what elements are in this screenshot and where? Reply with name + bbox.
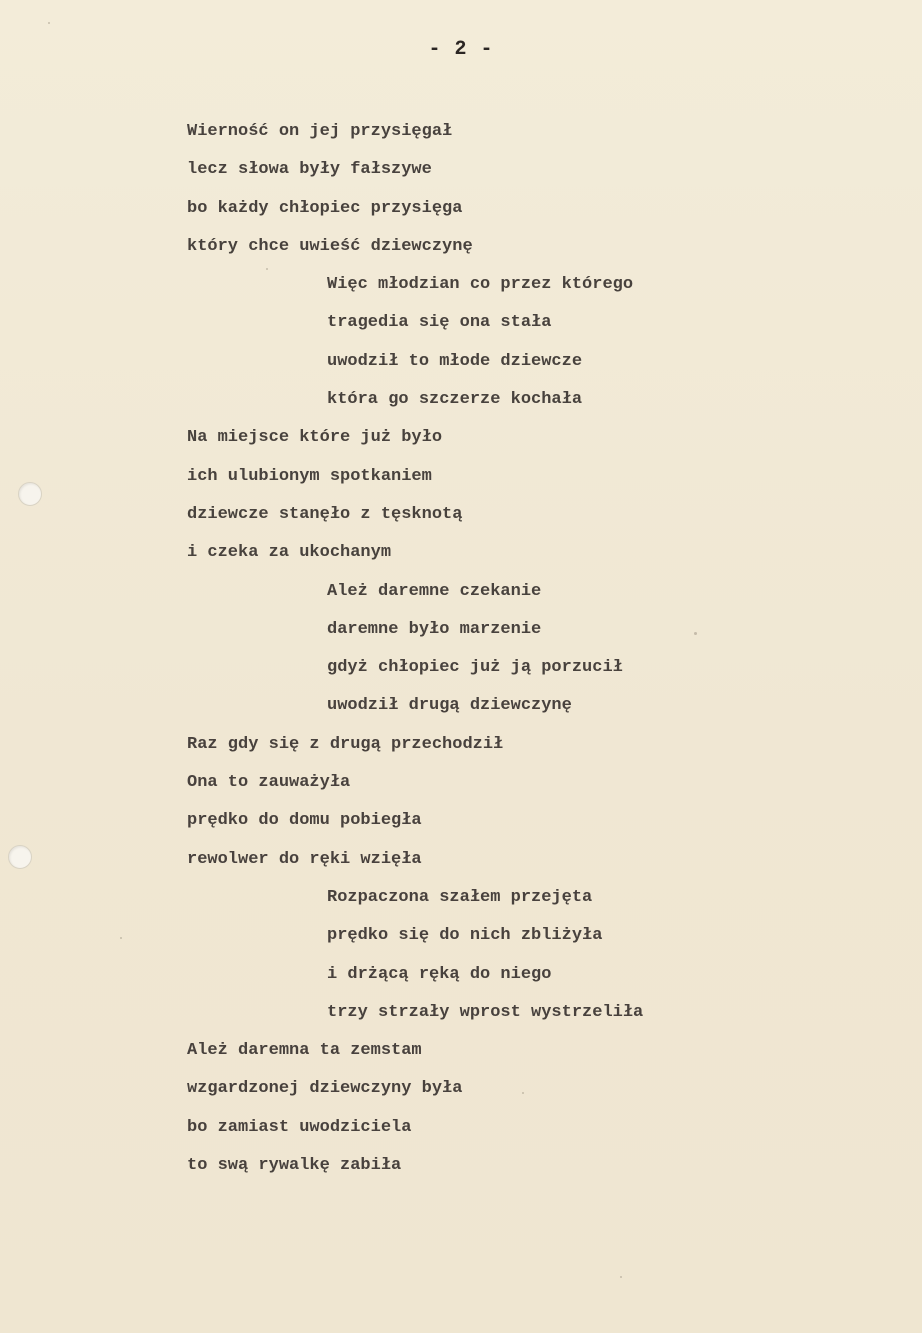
poem-line: rewolwer do ręki wzięła [187, 849, 422, 869]
poem-line: Wierność on jej przysięgał [187, 122, 453, 141]
stanza [187, 424, 867, 577]
poem-line: uwodził to młode dziewcze [327, 351, 583, 371]
poem-line: tragedia się ona stała [327, 313, 552, 333]
poem-line: która go szczerze kochała [327, 390, 583, 410]
poem-line: daremne było marzenie [327, 619, 542, 639]
poem-line: Więc młodzian co przez którego [327, 275, 634, 295]
punch-hole [18, 482, 42, 506]
poem-line: i czeka za ukochanym [187, 543, 392, 563]
page-number: - 2 - [428, 38, 494, 61]
stanza [187, 118, 867, 271]
paper-speck [620, 1276, 622, 1278]
poem-line: ich ulubionym spotkaniem [187, 466, 432, 486]
poem-line: uwodził drugą dziewczynę [327, 696, 572, 716]
poem-line: lecz słowa były fałszywe [187, 160, 432, 180]
stanza-indented [187, 578, 867, 731]
poem-line: bo zamiast uwodziciela [187, 1117, 412, 1137]
stanza [187, 731, 867, 884]
poem-line: prędko się do nich zbliżyła [327, 926, 603, 946]
poem-line: gdyż chłopiec już ją porzucił [327, 658, 623, 678]
paper-speck [48, 22, 50, 24]
poem-line: Rozpaczona szałem przejęta [327, 887, 593, 907]
poem-body [187, 118, 867, 1190]
poem-line: bo każdy chłopiec przysięga [187, 198, 463, 218]
poem-line: i drżącą ręką do niego [327, 964, 552, 984]
poem-line: wzgardzonej dziewczyny była [187, 1079, 463, 1099]
poem-line: Ależ daremne czekanie [327, 581, 542, 601]
paper-speck [120, 937, 122, 939]
poem-line: Ależ daremna ta zemstam [187, 1041, 422, 1061]
poem-line: prędko do domu pobiegła [187, 811, 422, 831]
poem-line: dziewcze stanęło z tęsknotą [187, 504, 463, 524]
poem-line: Raz gdy się z drugą przechodził [187, 734, 504, 754]
poem-line: Na miejsce które już było [187, 428, 443, 448]
poem-line: Ona to zauważyła [187, 773, 351, 793]
stanza [187, 1037, 867, 1190]
punch-hole [8, 845, 32, 869]
poem-line: trzy strzały wprost wystrzeliła [327, 1002, 644, 1022]
poem-line: który chce uwieść dziewczynę [187, 236, 473, 256]
stanza-indented [187, 271, 867, 424]
poem-line: to swą rywalkę zabiła [187, 1156, 402, 1176]
stanza-indented [187, 884, 867, 1037]
